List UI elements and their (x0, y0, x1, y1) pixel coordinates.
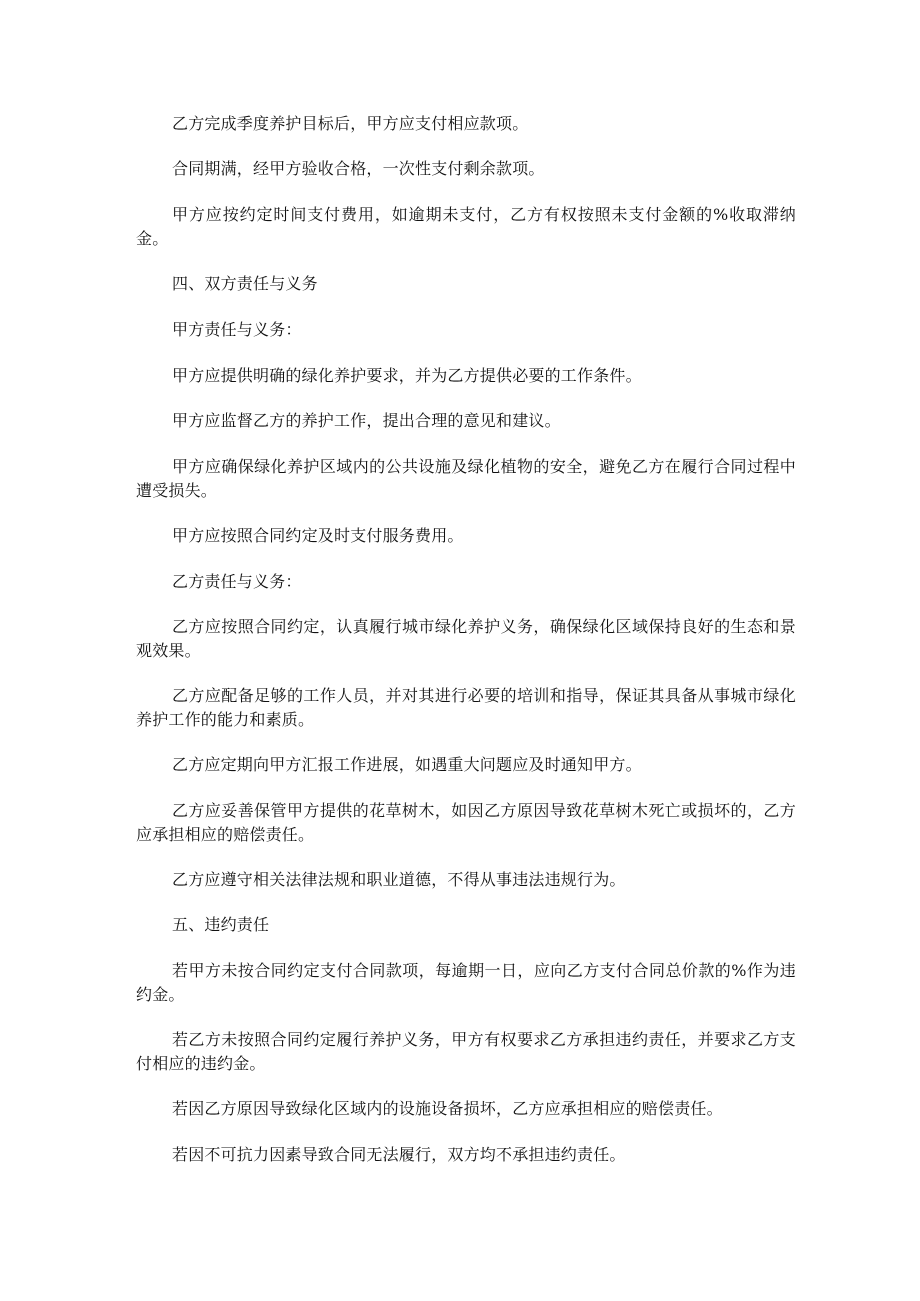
paragraph: 合同期满，经甲方验收合格，一次性支付剩余款项。 (172, 159, 545, 178)
subsection-heading: 乙方责任与义务： (172, 572, 302, 591)
subsection-heading: 甲方责任与义务： (172, 320, 302, 339)
paragraph: 甲方应监督乙方的养护工作，提出合理的意见和建议。 (172, 411, 561, 430)
section-heading: 四、双方责任与义务 (172, 274, 318, 293)
paragraph: 若因乙方原因导致绿化区域内的设施设备损坏，乙方应承担相应的赔偿责任。 (172, 1099, 723, 1118)
paragraph: 甲方应按照合同约定及时支付服务费用。 (172, 526, 464, 545)
paragraph: 乙方完成季度养护目标后，甲方应支付相应款项。 (172, 114, 529, 133)
paragraph: 甲方应确保绿化养护区域内的公共设施及绿化植物的安全，避免乙方在履行合同过程中遭受损失。 (136, 457, 796, 500)
paragraph: 乙方应定期向甲方汇报工作进展，如遇重大问题应及时通知甲方。 (172, 755, 642, 774)
paragraph: 若甲方未按合同约定支付合同款项，每逾期一日，应向乙方支付合同总价款的%作为违约金。 (136, 961, 796, 1004)
paragraph: 乙方应遵守相关法律法规和职业道德，不得从事违法违规行为。 (172, 870, 626, 889)
paragraph: 乙方应配备足够的工作人员，并对其进行必要的培训和指导，保证其具备从事城市绿化养护工作的能力和素质。 (136, 686, 796, 729)
paragraph: 甲方应提供明确的绿化养护要求，并为乙方提供必要的工作条件。 (172, 366, 642, 385)
section-heading: 五、违约责任 (172, 915, 270, 934)
paragraph: 若因不可抗力因素导致合同无法履行，双方均不承担违约责任。 (172, 1145, 626, 1164)
paragraph: 甲方应按约定时间支付费用，如逾期未支付，乙方有权按照未支付金额的%收取滞纳金。 (136, 205, 796, 248)
paragraph: 若乙方未按照合同约定履行养护义务，甲方有权要求乙方承担违约责任，并要求乙方支付相应的违约金。 (136, 1030, 796, 1073)
paragraph: 乙方应按照合同约定，认真履行城市绿化养护义务，确保绿化区域保持良好的生态和景观效果。 (136, 617, 796, 660)
paragraph: 乙方应妥善保管甲方提供的花草树木，如因乙方原因导致花草树木死亡或损坏的，乙方应承担相应的赔偿责任。 (136, 801, 796, 844)
